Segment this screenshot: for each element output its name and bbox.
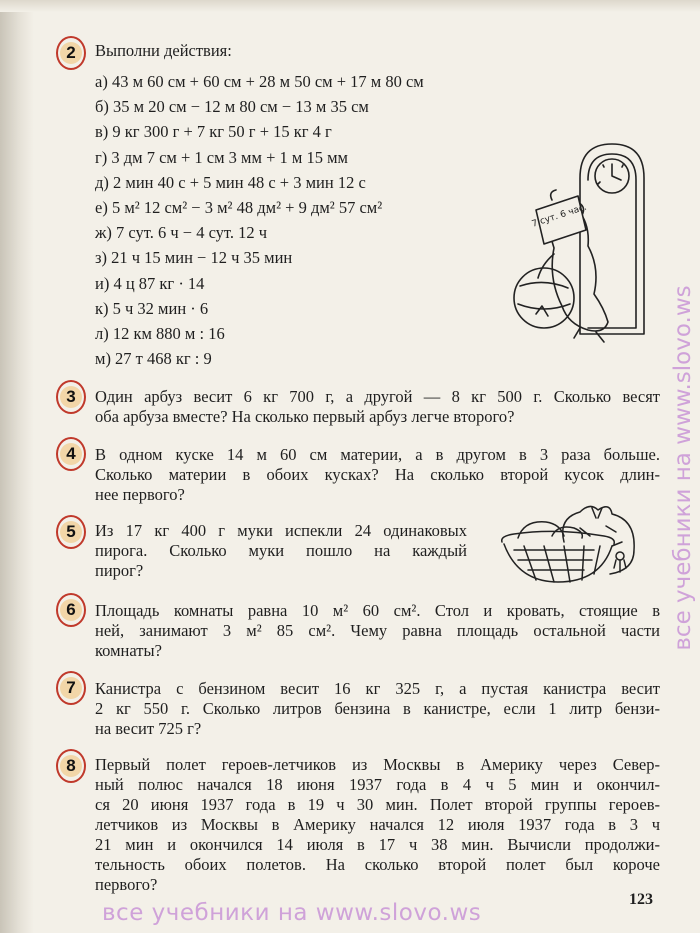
task-2-item: в) 9 кг 300 г + 7 кг 50 г + 15 кг 4 г [95,122,332,142]
task-5-number: 5 [56,515,86,549]
clock-sign-text: 7 сут. 6 час. [530,202,589,230]
book-spine-shadow [0,0,34,933]
task-2-item: а) 43 м 60 см + 60 см + 28 м 50 см + 17 м 80 см [95,72,424,91]
task-2-number: 2 [56,36,86,70]
task-4-line: нее первого? [95,485,185,504]
task-5-line: Из 17 кг 400 г муки испекли 24 одинаковых [95,521,467,540]
task-2-item: л) 12 км 880 м : 16 [95,323,225,343]
page-number: 123 [629,891,653,908]
task-2-item: ж) 7 сут. 6 ч − 4 сут. 12 ч [95,223,268,243]
task-7-text [95,679,660,739]
task-2-item: б) 35 м 20 см − 12 м 80 см − 13 м 35 см [95,97,369,117]
task-3-number: 3 [56,380,86,414]
task-6-text [95,601,660,661]
task-4-number: 4 [56,437,86,471]
task-8-line: ся 20 июня 1937 года в 19 ч 30 мин. Полет второй группы героев- [95,795,660,814]
task-2-title: Выполни действия: [95,41,232,60]
task-5-text [95,521,467,581]
task-6-line: комнаты? [95,641,162,660]
task-2-list [95,69,424,371]
task-2-item: г) 3 дм 7 см + 1 см 3 мм + 1 м 15 мм [95,147,348,167]
task-5-line: пирог? [95,561,144,580]
task-6-line: ней, занимают 3 м² 85 см². Чему равна площадь остальной части [95,621,660,640]
task-8-line: ный полюс начался 18 июня 1937 года в 4 ч 5 мин и окончил- [95,775,660,794]
task-4-line: Сколько материи в обоих кусках? На сколько второй кусок длин- [95,465,660,484]
page-top-shadow [0,0,700,12]
clock-character-illustration [508,138,658,348]
task-4-line: В одном куске 14 м 60 см материи, а в другом в 3 раза больше. [95,445,660,464]
task-8-line: Первый полет героев-летчиков из Москвы в Америку через Север- [95,755,660,774]
task-2-item: м) 27 т 468 кг : 9 [95,349,212,369]
task-2-item: з) 21 ч 15 мин − 12 ч 35 мин [95,248,293,268]
basket-bag-illustration [494,498,654,588]
task-8-line: летчиков из Москвы в Америку начался 12 июля 1937 года в 3 ч [95,815,660,834]
task-3-line: Один арбуз весит 6 кг 700 г, а другой — 8 кг 500 г. Сколько весят [95,387,660,406]
task-8-line: 21 мин и окончился 14 июля в 17 ч 38 мин. Вычисли продолжи- [95,835,660,854]
task-5-line: пирога. Сколько муки пошло на каждый [95,541,467,560]
task-3-text [95,387,660,427]
task-2-item: к) 5 ч 32 мин · 6 [95,298,209,318]
task-3-line: оба арбуза вместе? На сколько первый арбуз легче второго? [95,407,515,426]
task-2-item: е) 5 м² 12 см² − 3 м² 48 дм² + 9 дм² 57 см² [95,197,383,217]
watermark-bottom: все учебники на www.slovo.ws [102,900,482,926]
task-7-number: 7 [56,671,86,705]
task-4-text [95,445,660,505]
task-7-line: 2 кг 550 г. Сколько литров бензина в канистре, если 1 литр бензи- [95,699,660,718]
task-8-line: первого? [95,875,158,894]
task-2-item: и) 4 ц 87 кг · 14 [95,273,205,293]
task-7-line: Канистра с бензином весит 16 кг 325 г, а пустая канистра весит [95,679,660,698]
watermark-side: все учебники на www.slovo.ws [670,285,696,651]
task-2-item: д) 2 мин 40 с + 5 мин 48 с + 3 мин 12 с [95,172,366,192]
task-8-number: 8 [56,749,86,783]
task-6-line: Площадь комнаты равна 10 м² 60 см². Стол и кровать, стоящие в [95,601,660,620]
task-8-text [95,755,660,895]
task-8-line: тельность обоих полетов. На сколько второй полет был короче [95,855,660,874]
task-7-line: на весит 725 г? [95,719,202,738]
task-6-number: 6 [56,593,86,627]
